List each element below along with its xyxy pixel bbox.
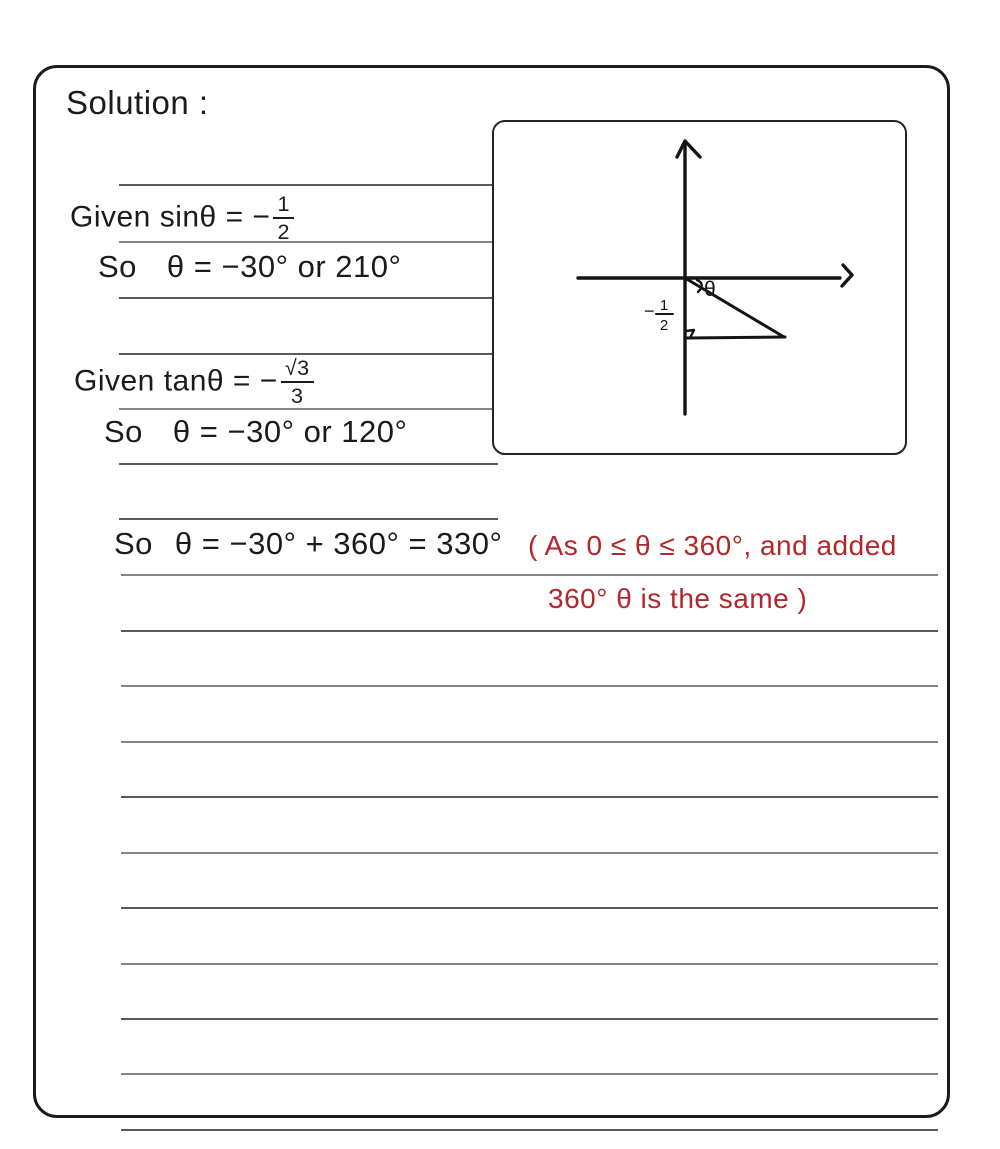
triangle-base-line bbox=[687, 337, 785, 338]
coordinate-plane-sketch bbox=[494, 122, 905, 453]
diagram bbox=[492, 120, 907, 455]
ruled-line bbox=[119, 408, 498, 410]
ruled-line bbox=[121, 963, 938, 965]
y-value-minus: − bbox=[644, 301, 655, 321]
ruled-line bbox=[121, 574, 938, 576]
ruled-line bbox=[119, 297, 498, 299]
y-axis-arrowhead bbox=[677, 141, 700, 157]
conclusion-value: θ = −30° + 360° = 330° bbox=[174, 526, 503, 561]
given-tan-prefix: Given tanθ = − bbox=[74, 364, 278, 398]
ruled-line bbox=[121, 685, 938, 687]
sin-result-statement bbox=[98, 250, 401, 284]
ruled-line bbox=[119, 184, 498, 186]
given-sin-prefix: Given sinθ = − bbox=[70, 200, 271, 234]
ruled-line bbox=[121, 1073, 938, 1075]
so-label: So bbox=[114, 526, 153, 561]
solution-title: Solution : bbox=[66, 84, 209, 121]
fraction-root3-over-3 bbox=[281, 357, 314, 406]
red-annotation-line1: ( As 0 ≤ θ ≤ 360°, and added bbox=[528, 530, 897, 561]
ruled-line bbox=[121, 796, 938, 798]
so-label: So bbox=[104, 414, 143, 449]
given-tan-statement bbox=[74, 357, 317, 406]
fraction-numerator: √3 bbox=[281, 357, 314, 383]
ruled-line bbox=[121, 852, 938, 854]
sin-result-value: θ = −30° or 210° bbox=[166, 249, 402, 284]
terminal-side-line bbox=[685, 278, 784, 337]
ruled-line bbox=[121, 907, 938, 909]
x-axis-arrowhead bbox=[842, 265, 852, 286]
ruled-line bbox=[121, 1018, 938, 1020]
red-annotation-line2: 360° θ is the same ) bbox=[548, 583, 808, 614]
ruled-line bbox=[119, 463, 498, 465]
fraction-numerator: 1 bbox=[273, 193, 294, 219]
so-label: So bbox=[98, 249, 137, 284]
fraction-one-half bbox=[273, 193, 294, 242]
y-value-denominator: 2 bbox=[659, 317, 669, 334]
conclusion-statement bbox=[114, 527, 502, 561]
fraction-denominator: 2 bbox=[277, 218, 290, 244]
ruled-line bbox=[121, 630, 938, 632]
ruled-line bbox=[121, 741, 938, 743]
given-sin-statement bbox=[70, 193, 297, 242]
fraction-denominator: 3 bbox=[290, 382, 304, 408]
ruled-line bbox=[121, 1129, 938, 1131]
y-value-numerator: 1 bbox=[659, 297, 669, 314]
tan-result-value: θ = −30° or 120° bbox=[172, 414, 408, 449]
angle-theta-label: θ bbox=[704, 278, 716, 301]
tan-result-statement bbox=[104, 415, 407, 449]
ruled-line bbox=[119, 518, 498, 520]
